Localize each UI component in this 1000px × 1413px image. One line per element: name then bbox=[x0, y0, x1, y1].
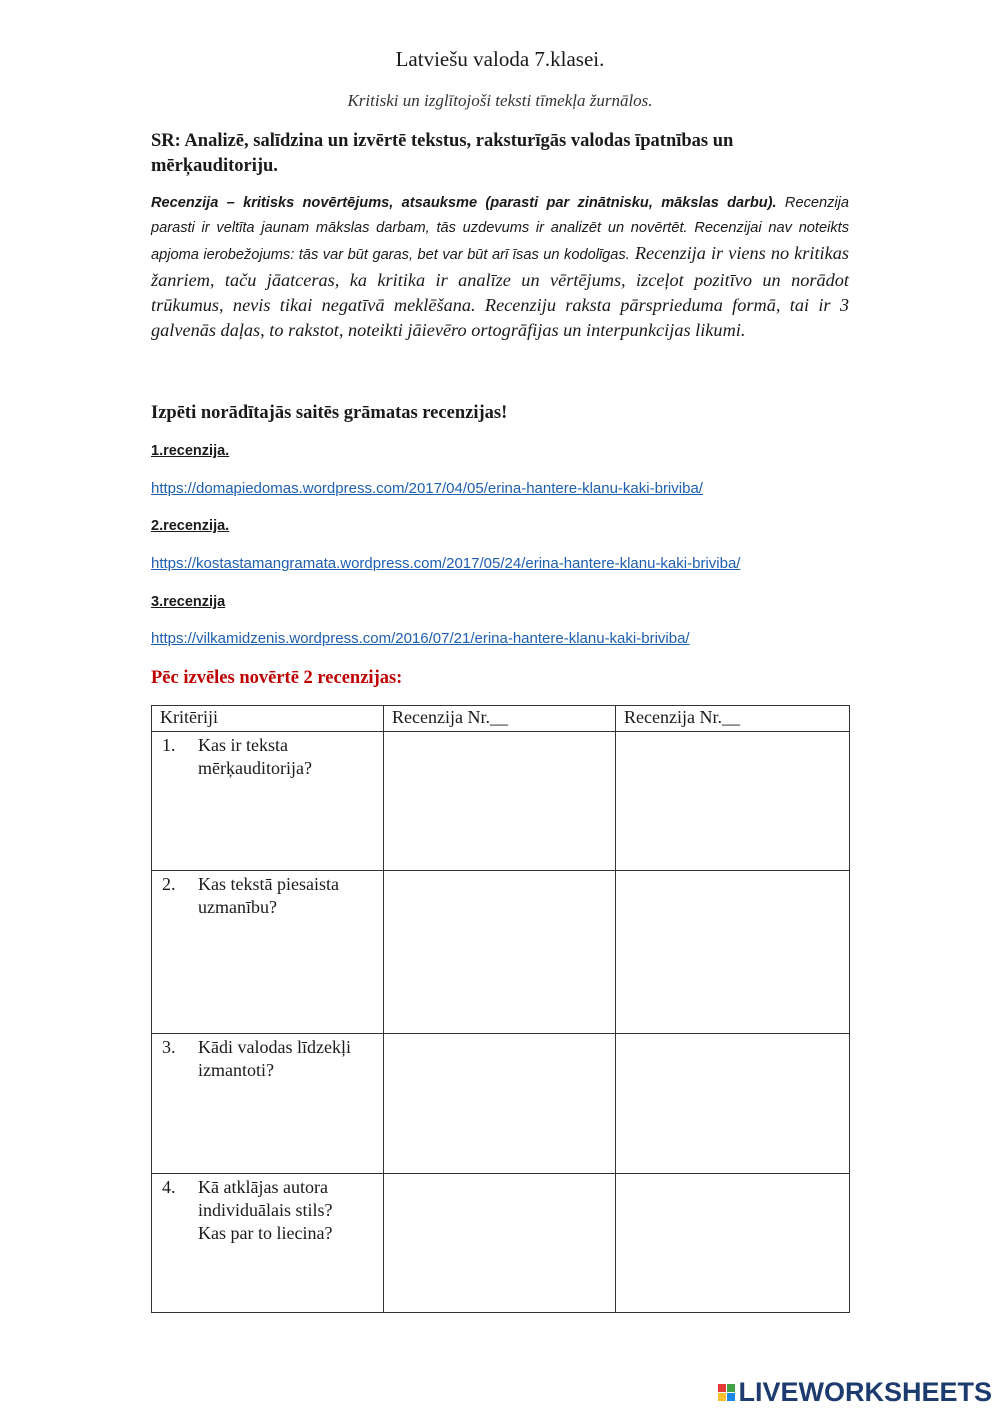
criterion-number: 1. bbox=[162, 735, 176, 755]
learning-objective: SR: Analizē, salīdzina un izvērtē tekstus, raksturīgās valodas īpatnības un mērķauditoriju. bbox=[151, 131, 734, 176]
criterion-text: izmantoti? bbox=[198, 1060, 274, 1080]
review-link-1[interactable]: https://domapiedomas.wordpress.com/2017/04/05/erina-hantere-klanu-kaki-briviba/ bbox=[151, 480, 703, 497]
criterion-text: Kas ir teksta bbox=[198, 735, 288, 755]
intro-serif-text: Recenzija ir viens no kritikas žanriem, taču jāatceras, ka kritika ir analīze un vērtējums, izceļot pozitīvo un norādot trūkumus, nevis tikai negatīvā meklēšana. Recenziju raksta pārsprieduma formā, tai ir 3 galvenās daļas, to rakstot, noteikti jāievēro ortogrāfijas un interpunkcijas likumi. bbox=[151, 243, 850, 340]
table-row bbox=[152, 1034, 850, 1174]
criterion-3 bbox=[152, 1034, 384, 1174]
criterion-text: Kā atklājas autora bbox=[198, 1177, 328, 1197]
header-review-a: Recenzija Nr.__ bbox=[384, 706, 616, 732]
intro-definition: Recenzija – kritisks novērtējums, atsauksme (parasti par zinātnisku, mākslas darbu). bbox=[151, 195, 777, 211]
liveworksheets-logo-icon bbox=[718, 1384, 735, 1401]
brand-footer bbox=[718, 1377, 992, 1408]
answer-cell-3a[interactable] bbox=[384, 1034, 616, 1174]
criterion-text: Kādi valodas līdzekļi bbox=[198, 1037, 351, 1057]
answer-cell-4a[interactable] bbox=[384, 1174, 616, 1313]
review-label-3: 3.recenzija bbox=[151, 594, 226, 610]
table-row bbox=[152, 732, 850, 871]
table-header-row bbox=[152, 706, 850, 732]
header-review-b: Recenzija Nr.__ bbox=[616, 706, 850, 732]
criterion-text: mērķauditorija? bbox=[198, 758, 312, 778]
review-link-2[interactable]: https://kostastamangramata.wordpress.com/2017/05/24/erina-hantere-klanu-kaki-briviba/ bbox=[151, 555, 741, 572]
explore-heading: Izpēti norādītajās saitēs grāmatas recenzijas! bbox=[151, 403, 508, 423]
criterion-text: uzmanību? bbox=[198, 897, 277, 917]
answer-cell-1b[interactable] bbox=[616, 732, 850, 871]
intro-sans-text: Recenzija parasti ir veltīta jaunam mākslas darbam, tās uzdevums ir analizēt un novērtēt. Recenzijai nav noteikts apjoma ierobežojums: tās var būt garas, bet var būt arī īsas un kodolīgas. bbox=[151, 195, 849, 263]
logo-square bbox=[718, 1393, 726, 1401]
page-title: Latviešu valoda 7.klasei. bbox=[395, 47, 605, 71]
criterion-number: 3. bbox=[162, 1037, 176, 1057]
logo-square bbox=[727, 1384, 735, 1392]
review-label-2: 2.recenzija. bbox=[151, 518, 230, 534]
criterion-2 bbox=[152, 871, 384, 1034]
intro-paragraph bbox=[151, 191, 849, 343]
answer-cell-3b[interactable] bbox=[616, 1034, 850, 1174]
page-subtitle: Kritiski un izglītojoši teksti tīmekļa žurnālos. bbox=[347, 91, 653, 110]
review-link-3[interactable]: https://vilkamidzenis.wordpress.com/2016/07/21/erina-hantere-klanu-kaki-briviba/ bbox=[151, 630, 690, 647]
table-row bbox=[152, 1174, 850, 1313]
evaluate-heading: Pēc izvēles novērtē 2 recenzijas: bbox=[151, 668, 403, 688]
answer-cell-2b[interactable] bbox=[616, 871, 850, 1034]
table-row bbox=[152, 871, 850, 1034]
criterion-text: Kas par to liecina? bbox=[198, 1223, 333, 1243]
answer-cell-2a[interactable] bbox=[384, 871, 616, 1034]
criterion-number: 2. bbox=[162, 874, 176, 894]
review-label-1: 1.recenzija. bbox=[151, 443, 230, 459]
criterion-1 bbox=[152, 732, 384, 871]
answer-cell-1a[interactable] bbox=[384, 732, 616, 871]
answer-cell-4b[interactable] bbox=[616, 1174, 850, 1313]
criterion-text: individuālais stils? bbox=[198, 1200, 333, 1220]
criterion-4 bbox=[152, 1174, 384, 1313]
evaluation-table bbox=[151, 705, 850, 1313]
header-criteria: Kritēriji bbox=[152, 706, 384, 732]
logo-square bbox=[718, 1384, 726, 1392]
logo-square bbox=[727, 1393, 735, 1401]
criterion-text: Kas tekstā piesaista bbox=[198, 874, 339, 894]
brand-wordmark: LIVEWORKSHEETS bbox=[738, 1377, 992, 1407]
criterion-number: 4. bbox=[162, 1177, 176, 1197]
